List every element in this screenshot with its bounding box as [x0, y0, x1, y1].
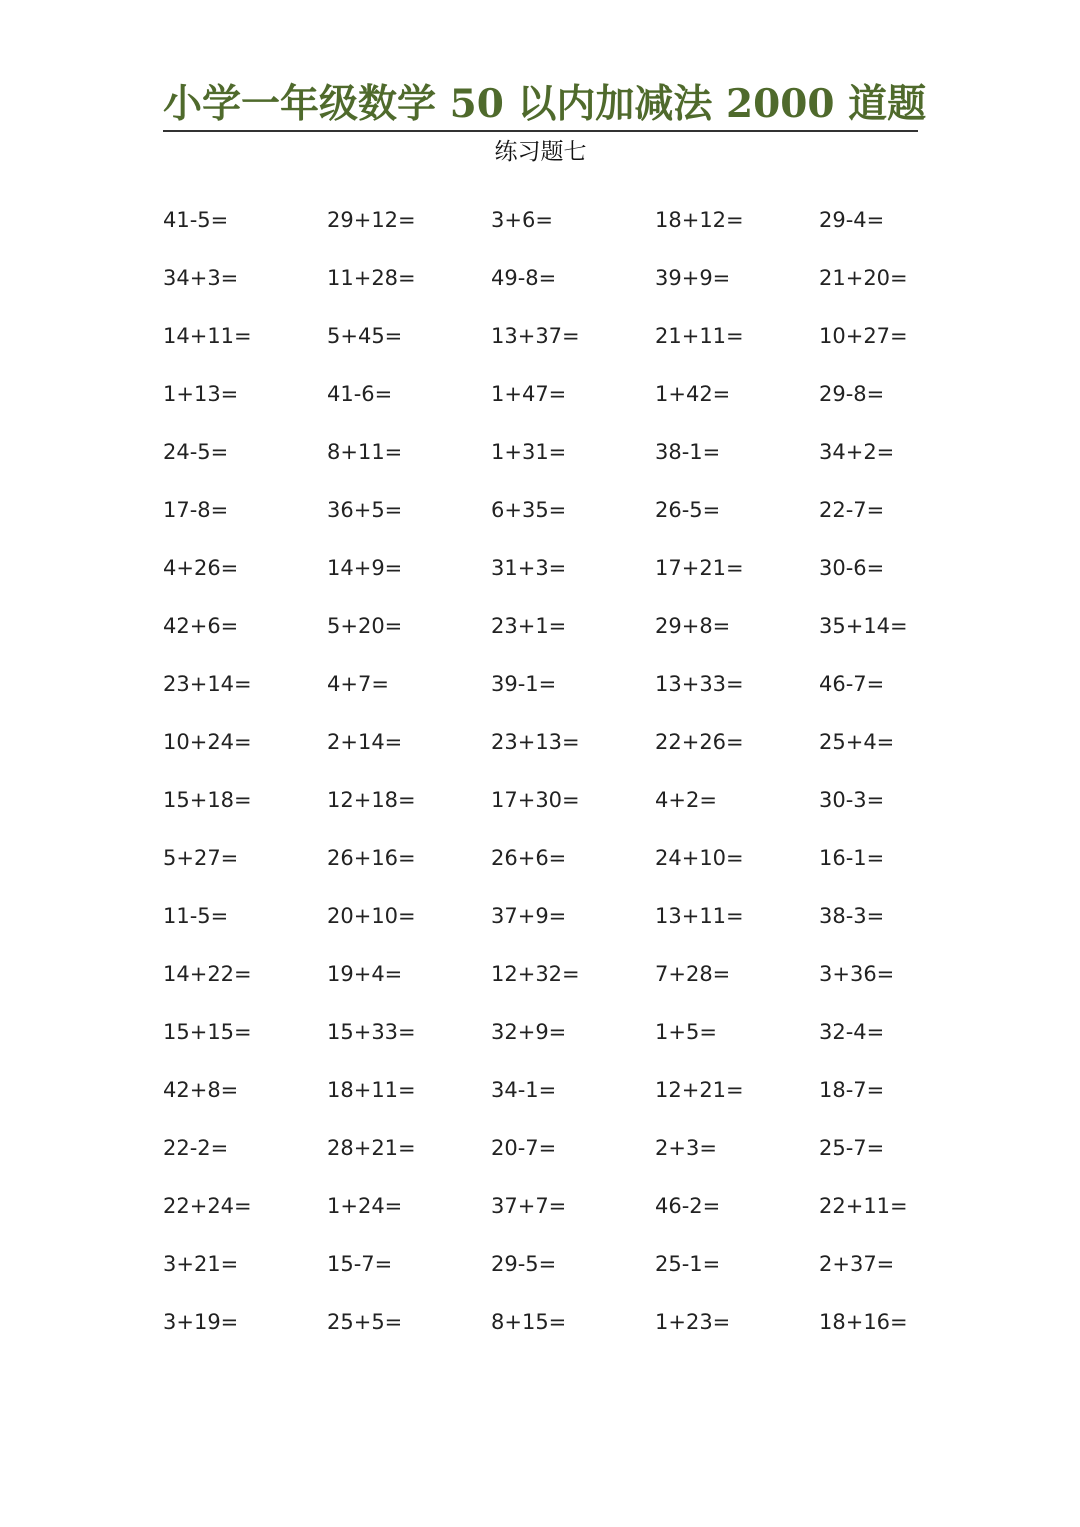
problem-item: 8+11=	[327, 440, 403, 464]
page-title: 小学一年级数学 50 以内加减法 2000 道题	[163, 81, 927, 127]
problem-item: 4+7=	[327, 672, 389, 696]
problem-item: 30-6=	[819, 556, 885, 580]
problem-item: 32-4=	[819, 1020, 885, 1044]
problem-item: 25-7=	[819, 1136, 885, 1160]
problem-item: 3+36=	[819, 962, 895, 986]
problem-item: 13+33=	[655, 672, 744, 696]
problem-item: 2+37=	[819, 1252, 895, 1276]
problem-item: 29+12=	[327, 208, 416, 232]
problem-item: 34+3=	[163, 266, 239, 290]
problem-item: 30-3=	[819, 788, 885, 812]
problem-item: 25+4=	[819, 730, 895, 754]
problem-item: 1+31=	[491, 440, 567, 464]
problem-item: 26+6=	[491, 846, 567, 870]
problem-item: 23+13=	[491, 730, 580, 754]
problem-item: 37+7=	[491, 1194, 567, 1218]
problem-item: 21+11=	[655, 324, 744, 348]
problem-item: 8+15=	[491, 1310, 567, 1334]
problem-item: 32+9=	[491, 1020, 567, 1044]
problem-item: 23+14=	[163, 672, 252, 696]
problem-item: 1+5=	[655, 1020, 717, 1044]
problem-item: 1+42=	[655, 382, 731, 406]
problem-item: 31+3=	[491, 556, 567, 580]
problem-item: 13+37=	[491, 324, 580, 348]
problem-item: 17-8=	[163, 498, 229, 522]
problem-item: 18-7=	[819, 1078, 885, 1102]
problem-item: 5+27=	[163, 846, 239, 870]
problem-item: 11+28=	[327, 266, 416, 290]
problem-item: 15+15=	[163, 1020, 252, 1044]
problem-item: 24-5=	[163, 440, 229, 464]
problem-item: 12+32=	[491, 962, 580, 986]
problem-item: 17+21=	[655, 556, 744, 580]
problem-item: 46-2=	[655, 1194, 721, 1218]
problem-item: 5+20=	[327, 614, 403, 638]
problem-item: 41-6=	[327, 382, 393, 406]
problem-item: 41-5=	[163, 208, 229, 232]
problem-item: 35+14=	[819, 614, 908, 638]
problem-item: 25-1=	[655, 1252, 721, 1276]
problem-item: 20+10=	[327, 904, 416, 928]
problem-item: 1+24=	[327, 1194, 403, 1218]
problem-item: 34-1=	[491, 1078, 557, 1102]
problem-item: 22-2=	[163, 1136, 229, 1160]
problem-item: 19+4=	[327, 962, 403, 986]
problem-item: 14+9=	[327, 556, 403, 580]
problem-item: 46-7=	[819, 672, 885, 696]
problem-item: 42+8=	[163, 1078, 239, 1102]
problem-item: 18+12=	[655, 208, 744, 232]
problem-item: 15+18=	[163, 788, 252, 812]
problem-item: 20-7=	[491, 1136, 557, 1160]
problem-item: 38-3=	[819, 904, 885, 928]
problem-item: 3+19=	[163, 1310, 239, 1334]
problem-item: 10+27=	[819, 324, 908, 348]
problem-item: 1+47=	[491, 382, 567, 406]
problem-item: 15-7=	[327, 1252, 393, 1276]
problem-item: 1+13=	[163, 382, 239, 406]
problem-item: 22+24=	[163, 1194, 252, 1218]
problem-item: 14+22=	[163, 962, 252, 986]
problem-item: 22+11=	[819, 1194, 908, 1218]
problem-item: 23+1=	[491, 614, 567, 638]
problem-item: 42+6=	[163, 614, 239, 638]
problem-item: 6+35=	[491, 498, 567, 522]
problem-item: 22+26=	[655, 730, 744, 754]
problem-item: 2+3=	[655, 1136, 717, 1160]
problem-item: 29-8=	[819, 382, 885, 406]
problem-item: 29-4=	[819, 208, 885, 232]
title-underline	[163, 130, 918, 132]
problem-item: 21+20=	[819, 266, 908, 290]
problem-item: 39+9=	[655, 266, 731, 290]
problem-item: 5+45=	[327, 324, 403, 348]
problem-item: 24+10=	[655, 846, 744, 870]
problem-item: 22-7=	[819, 498, 885, 522]
problem-item: 36+5=	[327, 498, 403, 522]
problem-item: 39-1=	[491, 672, 557, 696]
problem-item: 3+6=	[491, 208, 553, 232]
problem-item: 26-5=	[655, 498, 721, 522]
problem-item: 12+21=	[655, 1078, 744, 1102]
problem-item: 38-1=	[655, 440, 721, 464]
problem-item: 1+23=	[655, 1310, 731, 1334]
problem-item: 10+24=	[163, 730, 252, 754]
problem-item: 4+26=	[163, 556, 239, 580]
problem-item: 7+28=	[655, 962, 731, 986]
problem-item: 13+11=	[655, 904, 744, 928]
problem-item: 29+8=	[655, 614, 731, 638]
problem-item: 3+21=	[163, 1252, 239, 1276]
problem-item: 16-1=	[819, 846, 885, 870]
problem-item: 18+16=	[819, 1310, 908, 1334]
problem-item: 37+9=	[491, 904, 567, 928]
problem-item: 12+18=	[327, 788, 416, 812]
problem-item: 34+2=	[819, 440, 895, 464]
problem-item: 25+5=	[327, 1310, 403, 1334]
exercise-subtitle: 练习题七	[494, 139, 587, 165]
problem-item: 2+14=	[327, 730, 403, 754]
problem-item: 49-8=	[491, 266, 557, 290]
problem-item: 26+16=	[327, 846, 416, 870]
problem-item: 17+30=	[491, 788, 580, 812]
problem-item: 29-5=	[491, 1252, 557, 1276]
problem-item: 14+11=	[163, 324, 252, 348]
problem-item: 11-5=	[163, 904, 229, 928]
problem-item: 15+33=	[327, 1020, 416, 1044]
problem-item: 28+21=	[327, 1136, 416, 1160]
problem-item: 4+2=	[655, 788, 717, 812]
problem-grid	[163, 203, 983, 1363]
problem-item: 18+11=	[327, 1078, 416, 1102]
